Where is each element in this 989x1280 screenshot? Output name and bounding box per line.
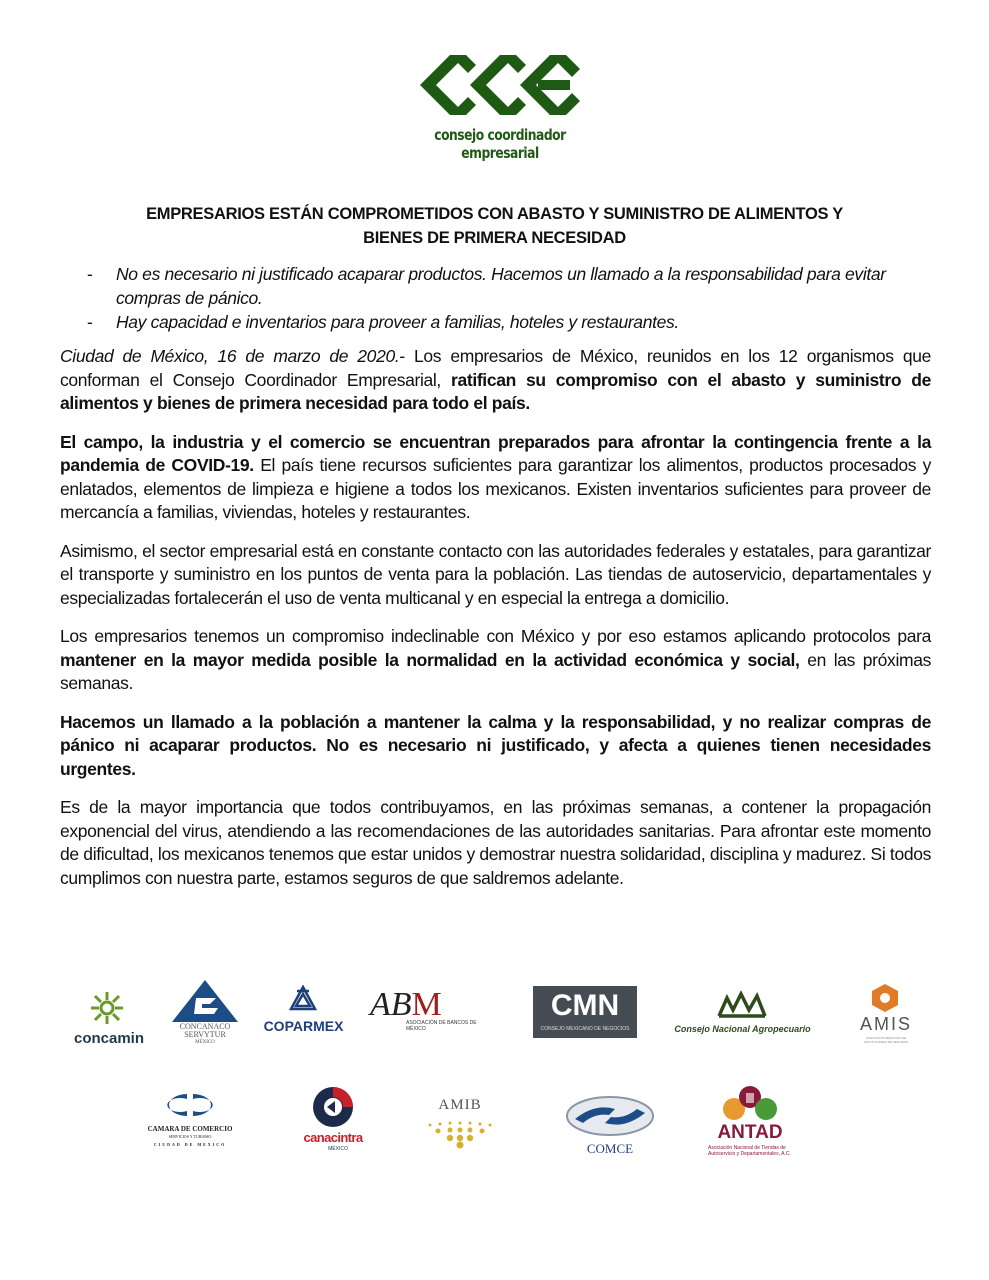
paragraph-2 (60, 431, 931, 525)
paragraph-bold-text: Hacemos un llamado a la población a mantener la calma y la responsabilidad, y no realizar compras de pánico ni acaparar productos. No es necesario ni justificado, y afecta a quienes tienen necesidades urgentes. (60, 711, 931, 779)
paragraph-6 (60, 796, 931, 890)
amib-logo (420, 1097, 500, 1152)
canacintra-label: canacintra (303, 1130, 363, 1145)
antad-logo (700, 1085, 800, 1165)
paragraph-1 (60, 345, 931, 416)
amis-label: AMIS (859, 1014, 912, 1034)
cna-label: Consejo Nacional Agropecuario (674, 1024, 811, 1034)
concamin-logo (64, 990, 154, 1050)
abm-mark: AB (370, 986, 412, 1023)
press-release-body (60, 345, 931, 905)
paragraph-text: Es de la mayor importancia que todos contribuyamos, en las próximas semanas, a contener la propagación exponencial del virus, atendiendo a las recomendaciones de las autoridades sanitarias. Para afrontar este momento de dificultad, los mexicanos tenemos que estar unidos y demostrar nuestra solidaridad, disciplina y madurez. Si todos cumplimos con nuestra parte, estamos seguros de que saldremos adelante. (60, 797, 931, 888)
paragraph-5 (60, 711, 931, 782)
coparmex-label: COPARMEX (263, 1018, 344, 1034)
cmn-label: CMN (550, 989, 620, 1022)
camara-comercio-city: CIUDAD DE MEXICO (153, 1142, 227, 1147)
concanaco-sub: SERVYTUR (184, 1030, 226, 1039)
paragraph-3 (60, 540, 931, 611)
paragraph-text: en las próximas semanas. (60, 649, 931, 693)
concanaco-label: CONCANACO (179, 1022, 231, 1031)
concamin-label: concamin (73, 1030, 145, 1047)
bullet-dash: - (87, 264, 93, 284)
canacintra-logo (298, 1085, 368, 1160)
abm-sub: ASOCIACIÓN DE BANCOS DE MÉXICO (406, 1020, 477, 1032)
cce-logo-subtitle: consejo coordinador empresarial (434, 126, 566, 162)
coparmex-emblem-icon (289, 985, 317, 1013)
paragraph-bold-text: ratifican su compromiso con el abasto y suministro de alimentos y bienes de primera necesidad para todo el país. (60, 369, 931, 413)
title-line-2: BIENES DE PRIMERA NECESIDAD (363, 229, 626, 247)
bullet-dash: - (87, 312, 93, 332)
paragraph-text: Asimismo, el sector empresarial está en constante contacto con las autoridades federales y estatales, para garantizar el transporte y suministro en los puntos de venta para la población. Las tiendas de autoservicio, departamentales y especializadas fortalecerán el uso de venta multicanal y en especial la entrega a domicilio. (60, 540, 931, 608)
canacintra-gear-icon (311, 1085, 355, 1129)
mountains-icon (717, 990, 767, 1018)
key-point-text: Hay capacidad e inventarios para proveer a familias, hoteles y restaurantes. (116, 312, 679, 332)
amib-dots-icon (420, 1119, 500, 1149)
dateline: Ciudad de México, 16 de marzo de 2020. (60, 346, 400, 366)
cmn-logo (533, 986, 637, 1038)
concanaco-logo (170, 980, 240, 1050)
canacintra-sub: MÉXICO (328, 1146, 348, 1152)
key-point (60, 262, 930, 310)
cce-logo-mark-icon (420, 52, 580, 118)
abm-logo: ABM ASOCIACIÓN DE BANCOS DE MÉXICO (366, 988, 486, 1033)
concanaco-country: MÉXICO (195, 1040, 215, 1045)
camara-comercio-emblem-icon (165, 1090, 215, 1120)
paragraph-4 (60, 625, 931, 696)
coparmex-logo (256, 985, 351, 1040)
camara-comercio-sub: SERVICIOS Y TURISMO (168, 1134, 212, 1139)
camara-comercio-logo (140, 1090, 240, 1150)
key-point-text: No es necesario ni justificado acaparar productos. Hacemos un llamado a la responsabilidad para evitar compras de pánico. (116, 264, 886, 308)
cmn-sub: CONSEJO MEXICANO DE NEGOCIOS (540, 1026, 630, 1032)
title-line-1: EMPRESARIOS ESTÁN COMPROMETIDOS CON ABASTO Y SUMINISTRO DE ALIMENTOS Y (146, 205, 843, 223)
press-release-title (60, 202, 929, 250)
key-point (60, 310, 930, 334)
amis-hexagon-icon (870, 983, 900, 1013)
cce-logo (380, 52, 620, 162)
comce-label: COMCE (586, 1141, 634, 1156)
antad-label: ANTAD (717, 1122, 783, 1143)
comce-globe-icon (565, 1095, 655, 1137)
amib-label: AMIB (438, 1097, 482, 1113)
paragraph-bold-text: El campo, la industria y el comercio se encuentran preparados para afrontar la contingencia frente a la pandemia de COVID-19. (60, 431, 931, 475)
antad-sub: Asociación Nacional de Tiendas de Autoservicio y Departamentales, A.C. (708, 1145, 791, 1157)
amis-logo (855, 983, 917, 1053)
amis-sub: ASOCIACIÓN MEXICANA DE INSTITUCIONES DE SEGUROS (863, 1036, 908, 1044)
camara-comercio-label: CAMARA DE COMERCIO (147, 1125, 233, 1133)
antad-emblem-icon (720, 1085, 780, 1121)
comce-logo (565, 1095, 655, 1160)
concamin-gear-icon (89, 990, 125, 1026)
paragraph-bold-text: mantener en la mayor medida posible la normalidad en la actividad económica y social, (60, 649, 800, 670)
cna-logo (670, 990, 815, 1040)
paragraph-text: El país tiene recursos suficientes para garantizar los alimentos, productos procesados y enlatados, elementos de limpieza e higiene a todos los mexicanos. Existen inventarios suficientes para proveer de mercancía a familias, viviendas, hoteles y restaurantes. (60, 455, 931, 522)
key-points-list (60, 262, 930, 334)
paragraph-text: Los empresarios tenemos un compromiso indeclinable con México y por eso estamos aplicando protocolos para (60, 626, 931, 646)
concanaco-triangle-icon (172, 980, 238, 1022)
paragraph-text: - Los empresarios de México, reunidos en los 12 organismos que conforman el Consejo Coordinador Empresarial, (60, 346, 932, 390)
